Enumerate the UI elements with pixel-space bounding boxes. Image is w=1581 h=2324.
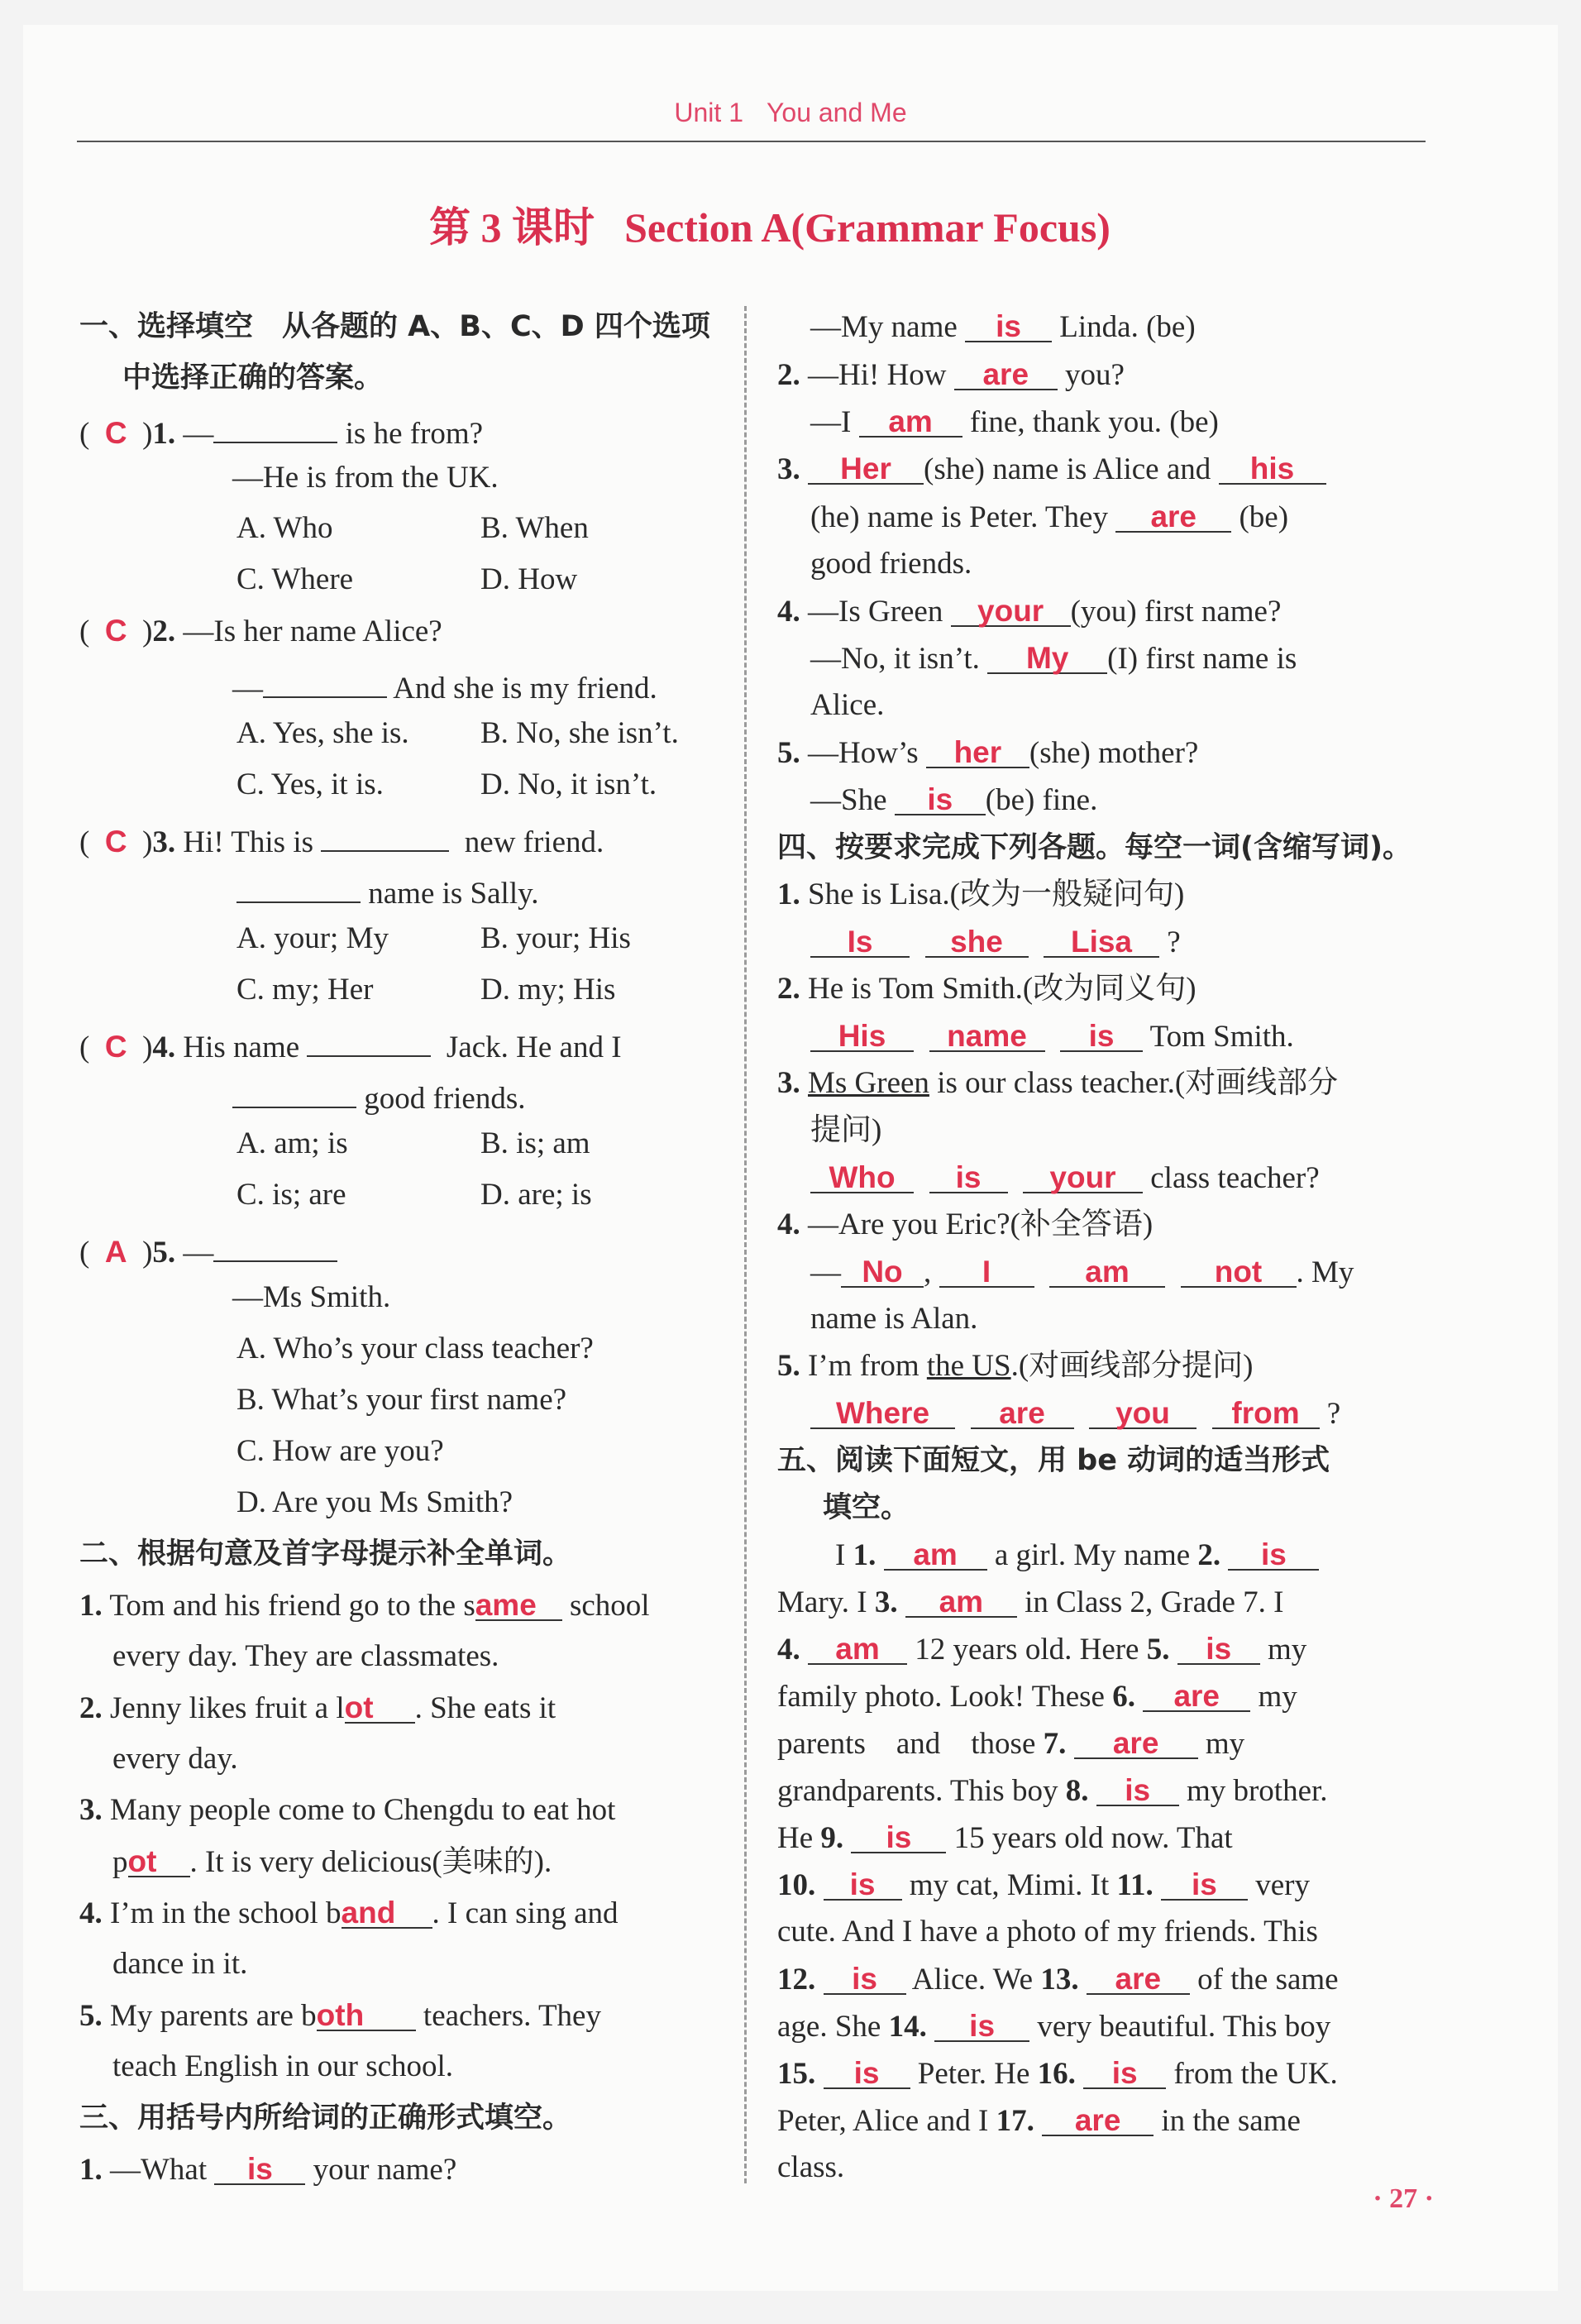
passage-line-8: 10. is my cat, Mimi. It 11. is very [777, 1864, 1310, 1906]
option-b: B. your; His [480, 921, 631, 955]
option-a: A. Who’s your class teacher? [236, 1332, 594, 1365]
answer-blank[interactable]: is [1228, 1534, 1319, 1571]
answer-blank[interactable]: you [1089, 1393, 1196, 1429]
fill-item-3: 3. Many people come to Chengdu to eat hot [79, 1793, 616, 1827]
option-a: A. your; My [236, 921, 389, 955]
column-divider [744, 306, 747, 2183]
part1-heading: 一、选择填空 从各题的 A、B、C、D 四个选项 [79, 310, 710, 343]
choice-answer: C [104, 416, 127, 450]
part1-heading-cont: 中选择正确的答案。 [122, 361, 384, 395]
answer-blank[interactable]: is [824, 1864, 902, 1901]
option-c: C. Yes, it is. [236, 767, 384, 801]
passage-line-3: 4. am 12 years old. Here 5. is my [777, 1628, 1306, 1671]
answer-blank[interactable]: are [1115, 496, 1231, 533]
answer-blank[interactable] [213, 407, 337, 443]
answer-blank[interactable]: are [1143, 1676, 1250, 1712]
passage-line-5: parents and those 7. are my [777, 1723, 1244, 1765]
answer-blank[interactable]: is [1083, 2053, 1166, 2089]
answer-blank[interactable]: My [987, 638, 1107, 674]
passage-line-10: 12. is Alice. We 13. are of the same [777, 1958, 1339, 2001]
answer-blank[interactable]: am [859, 401, 962, 438]
choice-q3-line2: name is Sally. [236, 867, 538, 915]
option-c: C. is; are [236, 1178, 346, 1212]
form-q5-line2: —She is (be) fine. [810, 779, 1097, 821]
transform-q3: 3. Ms Green is our class teacher.(对画线部分 [777, 1066, 1339, 1100]
choice-q3: ( C )3. Hi! This is new friend. [79, 815, 604, 863]
answer-blank[interactable]: Lisa [1044, 921, 1159, 958]
fill-item-5: 5. My parents are both teachers. They [79, 1995, 601, 2037]
answer-blank[interactable]: are [1042, 2100, 1154, 2136]
section-label: Section A(Grammar Focus) [624, 204, 1111, 251]
answer-blank[interactable] [232, 1072, 356, 1108]
form-q1: 1. —What is your name? [79, 2149, 456, 2191]
passage-line-11: age. She 14. is very beautiful. This boy [777, 2006, 1330, 2048]
passage-line-14: class. [777, 2150, 845, 2184]
option-b: B. is; am [480, 1126, 590, 1160]
answer-blank[interactable]: are [1074, 1723, 1198, 1759]
part4-heading: 四、按要求完成下列各题。每空一词(含缩写词)。 [777, 831, 1411, 864]
option-c: C. How are you? [236, 1434, 444, 1468]
header-rule [77, 141, 1426, 142]
answer-blank[interactable]: are [1087, 1958, 1190, 1995]
transform-q2-answer: His name is Tom Smith. [810, 1016, 1294, 1058]
answer-blank[interactable]: is [214, 2149, 305, 2185]
answer-blank[interactable]: name [929, 1016, 1045, 1052]
passage-line-1: I 1. am a girl. My name 2. is [835, 1534, 1319, 1576]
answer-blank[interactable]: ot [128, 1841, 190, 1877]
answer-blank[interactable]: his [1219, 448, 1326, 485]
answer-blank[interactable]: I [939, 1251, 1034, 1288]
answer-blank[interactable]: is [851, 1817, 946, 1853]
answer-blank[interactable]: she [925, 921, 1029, 958]
transform-q4-line3: name is Alan. [810, 1302, 978, 1336]
option-d: D. Are you Ms Smith? [236, 1485, 513, 1519]
transform-q5: 5. I’m from the US.(对画线部分提问) [777, 1349, 1254, 1383]
answer-blank[interactable]: oth [317, 1995, 416, 2031]
running-header [23, 98, 1558, 128]
choice-answer: A [104, 1235, 127, 1269]
option-a: A. Yes, she is. [236, 716, 409, 750]
answer-blank[interactable]: are [954, 354, 1058, 390]
answer-blank[interactable]: No [841, 1251, 924, 1288]
underlined-part: Ms Green [808, 1066, 929, 1100]
transform-q5-answer: Where are you from ? [810, 1393, 1340, 1435]
answer-blank[interactable]: are [971, 1393, 1074, 1429]
part5-heading-cont: 填空。 [823, 1491, 910, 1524]
part2-heading: 二、根据句意及首字母提示补全单词。 [79, 1537, 572, 1571]
choice-q5: ( A )5. — [79, 1226, 337, 1274]
answer-blank[interactable]: am [1049, 1251, 1165, 1288]
choice-answer: C [104, 614, 127, 648]
choice-q4-line2: good friends. [232, 1072, 526, 1120]
part3-heading: 三、用括号内所给词的正确形式填空。 [79, 2102, 572, 2135]
answer-blank[interactable]: Where [810, 1393, 955, 1429]
option-c: C. my; Her [236, 973, 374, 1007]
passage-line-13: Peter, Alice and I 17. are in the same [777, 2100, 1301, 2142]
passage-line-6: grandparents. This boy 8. is my brother. [777, 1770, 1328, 1812]
unit-title: You and Me [766, 98, 907, 127]
form-q3: 3. Her (she) name is Alice and his [777, 448, 1326, 490]
transform-q3-line2: 提问) [810, 1113, 882, 1147]
answer-blank[interactable]: not [1181, 1251, 1297, 1288]
answer-blank[interactable]: is [1096, 1770, 1179, 1806]
transform-q2: 2. He is Tom Smith.(改为同义句) [777, 972, 1196, 1006]
form-q4: 4. —Is Green your (you) first name? [777, 591, 1281, 633]
option-b: B. When [480, 511, 589, 545]
fill-item-2-line2: every day. [112, 1742, 238, 1776]
answer-blank[interactable]: your [1023, 1157, 1143, 1193]
option-d: D. my; His [480, 973, 616, 1007]
transform-q1: 1. She is Lisa.(改为一般疑问句) [777, 877, 1185, 911]
passage-line-4: family photo. Look! These 6. are my [777, 1676, 1297, 1718]
transform-q3-answer: Who is your class teacher? [810, 1157, 1320, 1199]
option-b: B. No, she isn’t. [480, 716, 679, 750]
answer-blank[interactable]: is [1177, 1628, 1260, 1665]
answer-blank[interactable] [321, 815, 449, 852]
answer-blank[interactable]: is [1060, 1016, 1143, 1052]
choice-q5-line2: —Ms Smith. [232, 1280, 391, 1314]
answer-blank[interactable]: is [895, 779, 986, 815]
fill-item-4: 4. I’m in the school band . I can sing and [79, 1892, 619, 1934]
answer-blank[interactable]: is [1161, 1864, 1248, 1901]
answer-blank[interactable]: your [951, 591, 1071, 627]
transform-q4: 4. —Are you Eric?(补全答语) [777, 1207, 1154, 1241]
page-title [23, 194, 1517, 254]
answer-blank[interactable]: ame [475, 1585, 562, 1621]
fill-item-3-line2: pot . It is very delicious(美味的). [112, 1841, 552, 1883]
answer-blank[interactable]: her [926, 732, 1029, 768]
form-q2: 2. —Hi! How are you? [777, 354, 1125, 396]
answer-blank[interactable]: is [824, 2053, 910, 2089]
form-q1-line2: —My name is Linda. (be) [810, 306, 1196, 348]
form-q4-line3: Alice. [810, 688, 885, 722]
worksheet-page [23, 25, 1558, 2291]
choice-q2: ( C )2. —Is her name Alice? [79, 614, 442, 648]
passage-line-7: He 9. is 15 years old now. That [777, 1817, 1233, 1859]
form-q5: 5. —How’s her (she) mother? [777, 732, 1198, 774]
fill-item-1: 1. Tom and his friend go to the same school [79, 1585, 650, 1627]
answer-blank[interactable]: Who [810, 1157, 914, 1193]
answer-blank[interactable]: is [965, 306, 1052, 342]
form-q3-line3: good friends. [810, 547, 972, 581]
answer-blank[interactable]: ot [345, 1687, 415, 1724]
part5-heading: 五、阅读下面短文，用 be 动词的适当形式 [777, 1444, 1330, 1477]
fill-item-2: 2. Jenny likes fruit a lot . She eats it [79, 1687, 556, 1729]
answer-blank[interactable]: from [1212, 1393, 1320, 1429]
answer-blank[interactable] [236, 867, 361, 903]
transform-q1-answer: Is she Lisa ? [810, 921, 1181, 964]
unit-label: Unit 1 [674, 98, 743, 127]
choice-q4: ( C )4. His name Jack. He and I [79, 1021, 622, 1069]
answer-blank[interactable]: am [808, 1628, 907, 1665]
page-number: · 27 · [1373, 2183, 1434, 2214]
choice-q1: ( C )1. — is he from? [79, 407, 483, 455]
choice-answer: C [104, 1030, 127, 1064]
choice-answer: C [104, 825, 127, 858]
fill-item-4-line2: dance in it. [112, 1947, 248, 1981]
passage-line-12: 15. is Peter. He 16. is from the UK. [777, 2053, 1338, 2095]
choice-q1-line2: —He is from the UK. [232, 461, 499, 495]
fill-item-1-line2: every day. They are classmates. [112, 1639, 499, 1673]
option-d: D. How [480, 562, 578, 596]
option-a: A. Who [236, 511, 333, 545]
lesson-label: 第 3 课时 [429, 204, 595, 251]
answer-blank[interactable]: is [929, 1157, 1008, 1193]
option-c: C. Where [236, 562, 354, 596]
passage-line-9: cute. And I have a photo of my friends. This [777, 1915, 1318, 1949]
answer-blank[interactable] [263, 662, 387, 698]
answer-blank[interactable]: Her [808, 448, 924, 485]
answer-blank[interactable]: am [884, 1534, 987, 1571]
option-b: B. What’s your first name? [236, 1383, 567, 1417]
option-a: A. am; is [236, 1126, 348, 1160]
form-q2-line2: —I am fine, thank you. (be) [810, 401, 1219, 443]
answer-blank[interactable]: is [824, 1958, 906, 1995]
answer-blank[interactable]: and [342, 1892, 432, 1929]
answer-blank[interactable]: am [905, 1581, 1017, 1618]
passage-line-2: Mary. I 3. am in Class 2, Grade 7. I [777, 1581, 1283, 1623]
option-d: D. No, it isn’t. [480, 767, 657, 801]
answer-blank[interactable]: is [934, 2006, 1029, 2042]
transform-q4-answer: — No , I am not . My [810, 1251, 1354, 1294]
option-d: D. are; is [480, 1178, 592, 1212]
answer-blank[interactable] [307, 1021, 431, 1057]
form-q4-line2: —No, it isn’t. My (I) first name is [810, 638, 1297, 680]
answer-blank[interactable]: Is [810, 921, 910, 958]
choice-q2-line2: — And she is my friend. [232, 662, 657, 710]
form-q3-line2: (he) name is Peter. They are (be) [810, 496, 1288, 538]
underlined-part: the US [926, 1349, 1011, 1383]
answer-blank[interactable]: His [810, 1016, 914, 1052]
answer-blank[interactable] [213, 1226, 337, 1262]
fill-item-5-line2: teach English in our school. [112, 2049, 454, 2083]
